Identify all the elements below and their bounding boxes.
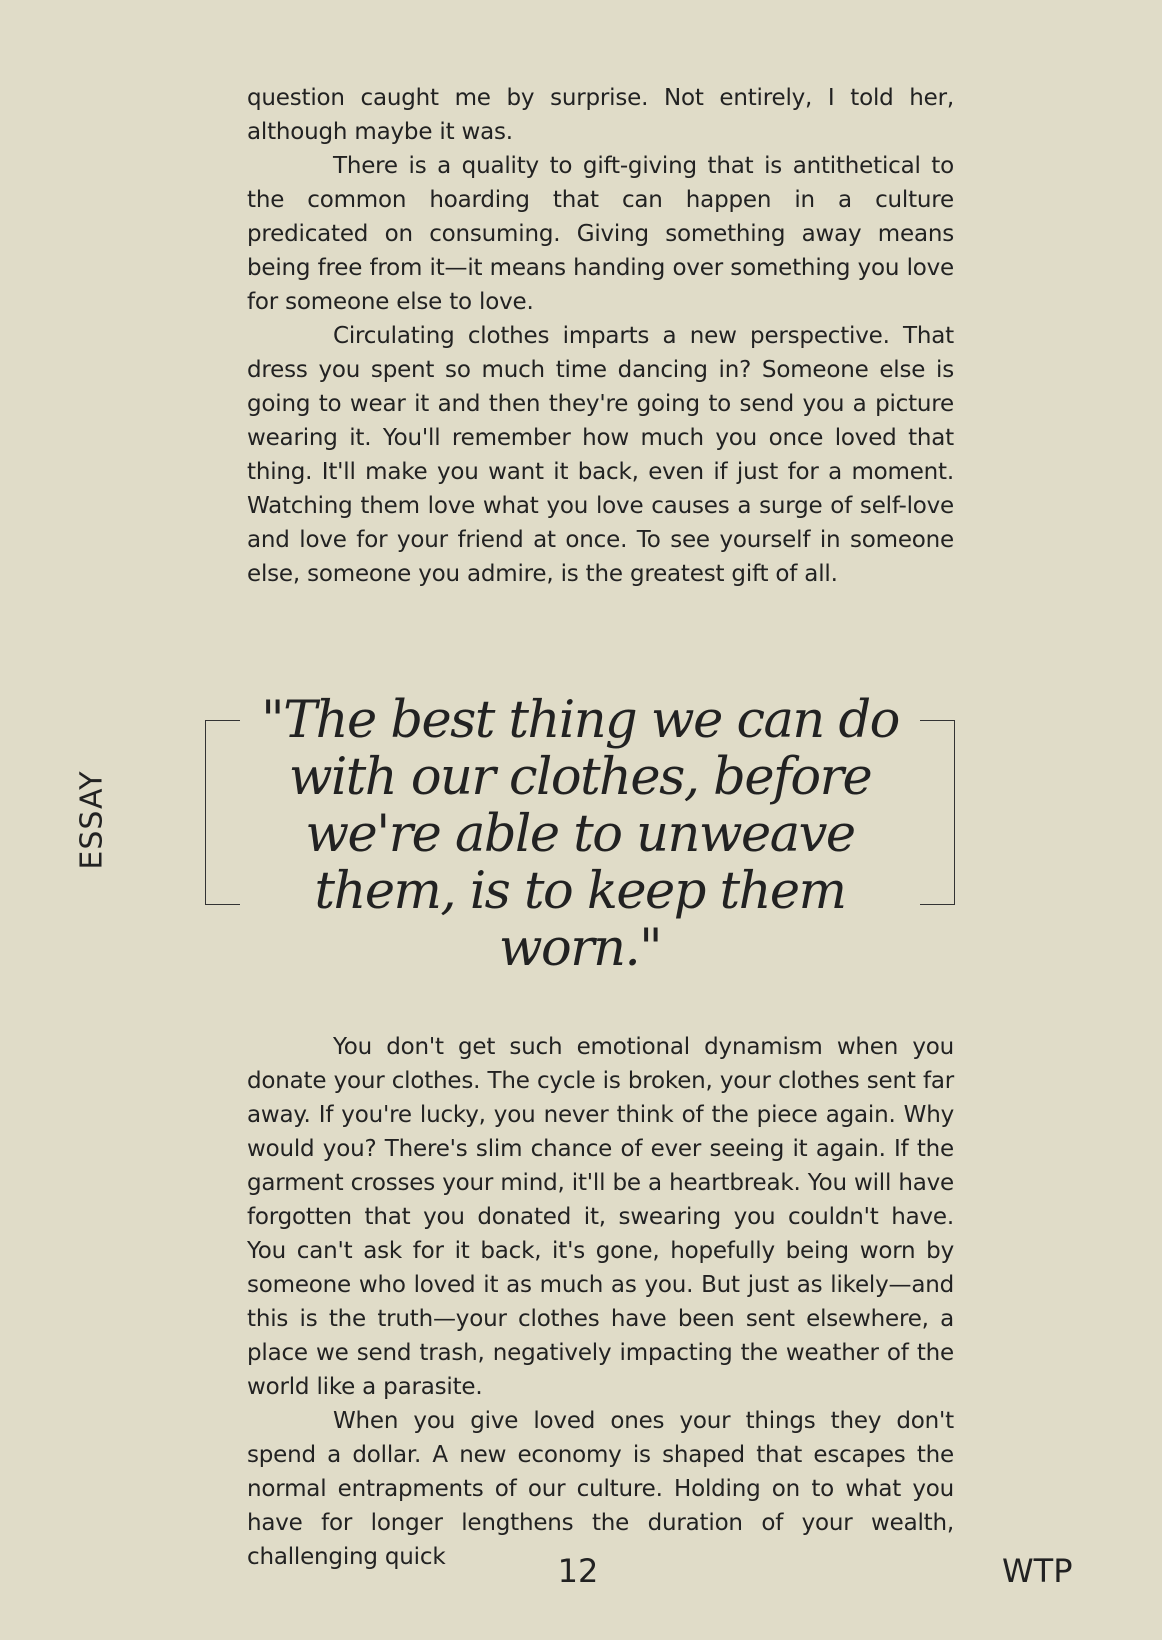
paragraph-gift-giving: There is a quality to gift-giving that is antithetical to the common hoarding that can happen in a culture predicated on consuming. Giving something away means being free from it—it means handing over something you love for someone else to love. [247,153,954,315]
publication-name: WTP [1002,1552,1073,1590]
page-number: 12 [557,1552,599,1590]
section-label: ESSAY [74,770,110,870]
bottom-text-column [247,1030,954,1574]
left-bracket [205,720,240,905]
paragraph-continued: question caught me by surprise. Not entirely, I told her, although maybe it was. [247,85,954,145]
paragraph-new-economy: When you give loved ones your things they don't spend a dollar. A new economy is shaped that escapes the normal entrapments of our culture. Holding on to what you have for longer lengthens the duration of your wealth, challenging quick [247,1408,954,1570]
paragraph-circulating-clothes: Circulating clothes imparts a new perspective. That dress you spent so much time dancing in? Someone else is going to wear it and then they're going to send you a picture wearing it. You'll remember how much you once loved that thing. It'll make you want it back, even if just for a moment. Watching them love what you love causes a surge of self-love and love for your friend at once. To see yourself in someone else, someone you admire, is the greatest gift of all. [247,323,954,587]
pull-quote [205,691,955,978]
right-bracket [920,720,955,905]
top-text-column [247,81,954,591]
pull-quote-text: "The best thing we can do with our clothes, before we're able to unweave them, is to keep them worn." [261,691,899,978]
paragraph-donation: You don't get such emotional dynamism when you donate your clothes. The cycle is broken, your clothes sent far away. If you're lucky, you never think of the piece again. Why would you? There's slim chance of ever seeing it again. If the garment crosses your mind, it'll be a heartbreak. You will have forgotten that you donated it, swearing you couldn't have. You can't ask for it back, it's gone, hopefully being worn by someone who loved it as much as you. But just as likely—and this is the truth—your clothes have been sent elsewhere, a place we send trash, negatively impacting the weather of the world like a parasite. [247,1034,954,1400]
